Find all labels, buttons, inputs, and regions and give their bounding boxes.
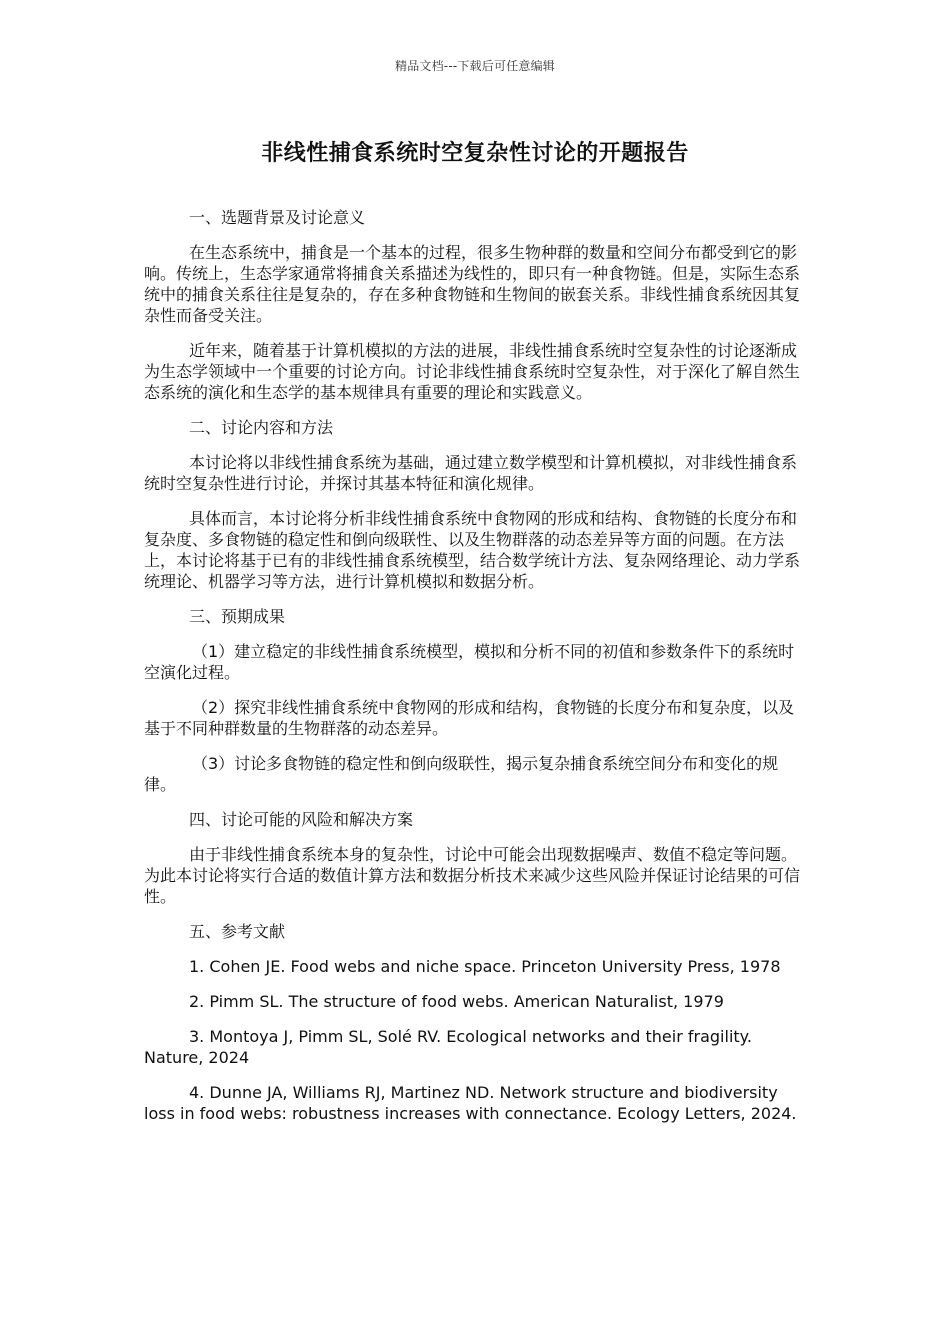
section-heading-expected-results: 三、预期成果 xyxy=(189,607,286,626)
reference-item: 1. Cohen JE. Food webs and niche space. Princeton University Press, 1978 xyxy=(189,957,781,976)
paragraph-content-1: 本讨论将以非线性捕食系统为基础，通过建立数学模型和计算机模拟，对非线性捕食系统时空复杂性进行讨论，并探讨其基本特征和演化规律。 xyxy=(144,453,798,493)
expected-result-item-3: （3）讨论多食物链的稳定性和倒向级联性，揭示复杂捕食系统空间分布和变化的规律。 xyxy=(144,754,779,794)
reference-item: 3. Montoya J, Pimm SL, Solé RV. Ecological networks and their fragility. Nature, 2024 xyxy=(144,1027,752,1067)
paragraph-background-2: 近年来，随着基于计算机模拟的方法的进展，非线性捕食系统时空复杂性的讨论逐渐成为生态学领域中一个重要的讨论方向。讨论非线性捕食系统时空复杂性，对于深化了解自然生态系统的演化和生态学的基本规律具有重要的理论和实践意义。 xyxy=(144,341,801,402)
reference-item: 4. Dunne JA, Williams RJ, Martinez ND. Network structure and biodiversity loss in food webs: robustness increases with connectance. Ecology Letters, 2024. xyxy=(144,1083,797,1123)
document-body xyxy=(144,207,808,1138)
expected-result-item-2: （2）探究非线性捕食系统中食物网的形成和结构，食物链的长度分布和复杂度，以及基于不同种群数量的生物群落的动态差异。 xyxy=(144,698,795,738)
paragraph-risks: 由于非线性捕食系统本身的复杂性，讨论中可能会出现数据噪声、数值不稳定等问题。为此本讨论将实行合适的数值计算方法和数据分析技术来减少这些风险并保证讨论结果的可信性。 xyxy=(144,845,801,906)
section-heading-references: 五、参考文献 xyxy=(189,922,286,941)
section-heading-risks: 四、讨论可能的风险和解决方案 xyxy=(189,810,414,829)
paragraph-content-2: 具体而言，本讨论将分析非线性捕食系统中食物网的形成和结构、食物链的长度分布和复杂度、多食物链的稳定性和倒向级联性、以及生物群落的动态差异等方面的问题。在方法上，本讨论将基于已有的非线性捕食系统模型，结合数学统计方法、复杂网络理论、动力学系统理论、机器学习等方法，进行计算机模拟和数据分析。 xyxy=(144,509,801,591)
paragraph-background-1: 在生态系统中，捕食是一个基本的过程，很多生物种群的数量和空间分布都受到它的影响。传统上，生态学家通常将捕食关系描述为线性的，即只有一种食物链。但是，实际生态系统中的捕食关系往往是复杂的，存在多种食物链和生物间的嵌套关系。非线性捕食系统因其复杂性而备受关注。 xyxy=(144,243,801,325)
section-heading-content-method: 二、讨论内容和方法 xyxy=(189,418,334,437)
expected-result-item-1: （1）建立稳定的非线性捕食系统模型，模拟和分析不同的初值和参数条件下的系统时空演化过程。 xyxy=(144,642,795,682)
section-heading-background: 一、选题背景及讨论意义 xyxy=(189,208,366,227)
page-header-note: 精品文档---下载后可任意编辑 xyxy=(395,59,555,73)
reference-item: 2. Pimm SL. The structure of food webs. American Naturalist, 1979 xyxy=(189,992,724,1011)
document-title: 非线性捕食系统时空复杂性讨论的开题报告 xyxy=(261,141,689,166)
